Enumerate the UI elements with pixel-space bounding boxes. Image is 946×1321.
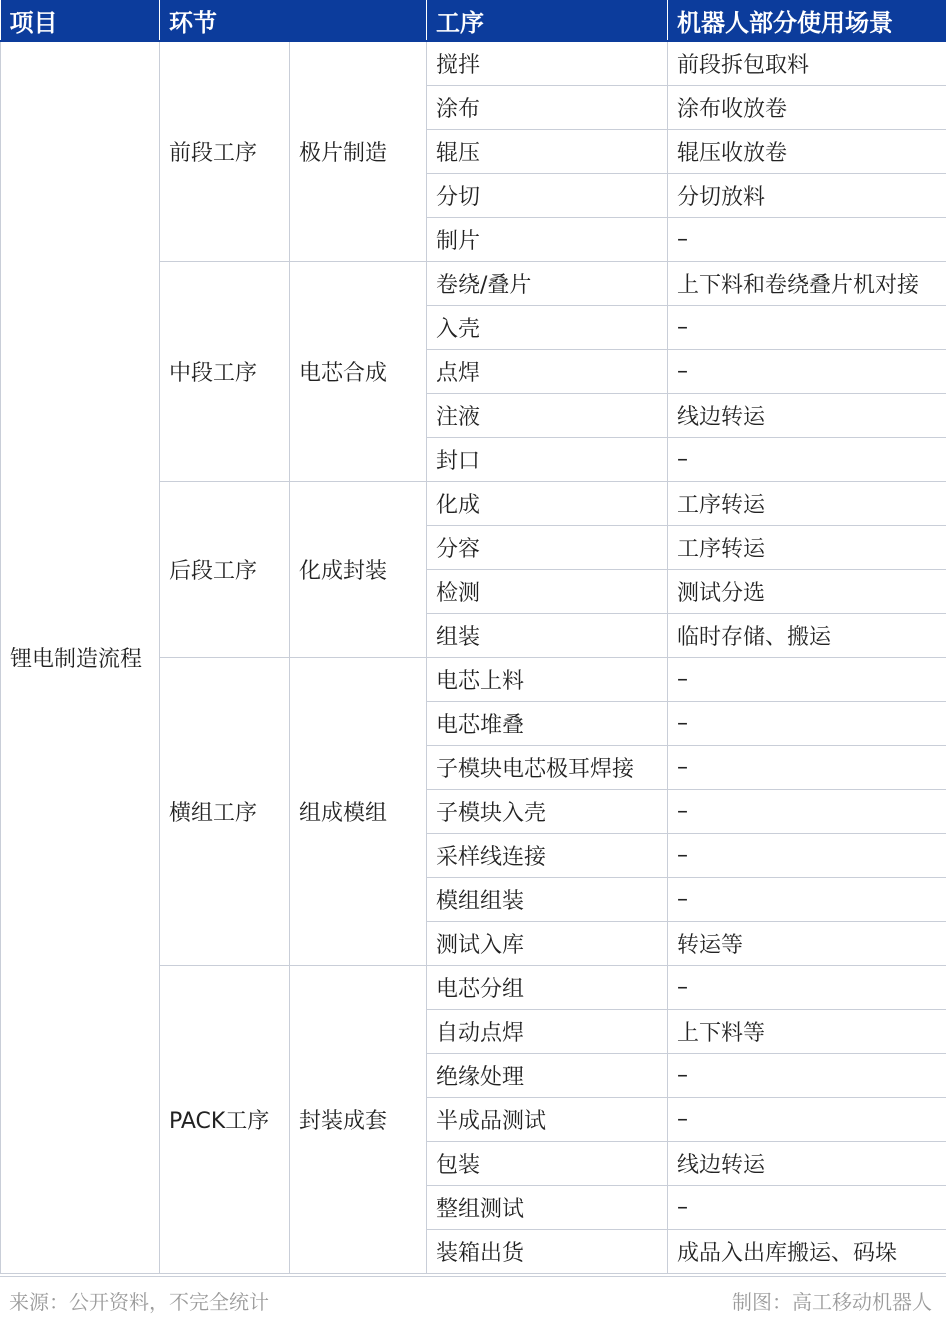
substage-cell: 组成模组	[290, 657, 427, 965]
process-cell: 搅拌	[427, 41, 668, 85]
stage-cell: 中段工序	[160, 261, 290, 481]
process-cell: 电芯分组	[427, 965, 668, 1009]
process-cell: 卷绕/叠片	[427, 261, 668, 305]
usage-cell: –	[668, 965, 946, 1009]
process-cell: 分切	[427, 173, 668, 217]
project-cell: 锂电制造流程	[1, 41, 160, 1273]
usage-cell: 临时存储、搬运	[668, 613, 946, 657]
usage-cell: 工序转运	[668, 481, 946, 525]
header-usage: 机器人部分使用场景	[668, 0, 946, 41]
usage-cell: –	[668, 877, 946, 921]
footer	[0, 1276, 946, 1321]
usage-cell: 线边转运	[668, 1141, 946, 1185]
process-cell: 辊压	[427, 129, 668, 173]
usage-cell: 转运等	[668, 921, 946, 965]
table-body	[1, 41, 946, 1273]
header-project: 项目	[1, 0, 160, 41]
substage-cell: 极片制造	[290, 41, 427, 261]
process-cell: 分容	[427, 525, 668, 569]
usage-cell: –	[668, 437, 946, 481]
usage-cell: –	[668, 657, 946, 701]
usage-cell: 上下料和卷绕叠片机对接	[668, 261, 946, 305]
usage-cell: 上下料等	[668, 1009, 946, 1053]
substage-cell: 电芯合成	[290, 261, 427, 481]
stage-cell: 前段工序	[160, 41, 290, 261]
usage-cell: 涂布收放卷	[668, 85, 946, 129]
process-cell: 电芯上料	[427, 657, 668, 701]
usage-cell: 前段拆包取料	[668, 41, 946, 85]
stage-cell: 后段工序	[160, 481, 290, 657]
usage-cell: –	[668, 349, 946, 393]
usage-cell: 辊压收放卷	[668, 129, 946, 173]
usage-cell: –	[668, 1185, 946, 1229]
usage-cell: –	[668, 701, 946, 745]
process-cell: 自动点焊	[427, 1009, 668, 1053]
process-cell: 子模块入壳	[427, 789, 668, 833]
process-cell: 半成品测试	[427, 1097, 668, 1141]
header-stage: 环节	[160, 0, 427, 41]
stage-cell: 横组工序	[160, 657, 290, 965]
stage-cell: PACK工序	[160, 965, 290, 1273]
process-cell: 涂布	[427, 85, 668, 129]
usage-cell: –	[668, 1097, 946, 1141]
usage-cell: –	[668, 789, 946, 833]
usage-cell: –	[668, 217, 946, 261]
usage-cell: 分切放料	[668, 173, 946, 217]
process-cell: 入壳	[427, 305, 668, 349]
usage-cell: –	[668, 305, 946, 349]
table-row	[1, 41, 946, 85]
process-cell: 点焊	[427, 349, 668, 393]
usage-cell: –	[668, 745, 946, 789]
process-cell: 制片	[427, 217, 668, 261]
substage-cell: 封装成套	[290, 965, 427, 1273]
usage-cell: 成品入出库搬运、码垛	[668, 1229, 946, 1273]
table-header-row	[1, 0, 946, 41]
process-cell: 封口	[427, 437, 668, 481]
process-cell: 装箱出货	[427, 1229, 668, 1273]
usage-cell: 线边转运	[668, 393, 946, 437]
process-cell: 包装	[427, 1141, 668, 1185]
usage-cell: 工序转运	[668, 525, 946, 569]
usage-cell: 测试分选	[668, 569, 946, 613]
process-cell: 模组组装	[427, 877, 668, 921]
process-cell: 绝缘处理	[427, 1053, 668, 1097]
process-cell: 电芯堆叠	[427, 701, 668, 745]
process-cell: 注液	[427, 393, 668, 437]
substage-cell: 化成封装	[290, 481, 427, 657]
source-note: 来源：公开资料，不完全统计	[9, 1286, 269, 1315]
process-cell: 组装	[427, 613, 668, 657]
process-cell: 化成	[427, 481, 668, 525]
usage-cell: –	[668, 1053, 946, 1097]
usage-cell: –	[668, 833, 946, 877]
process-cell: 子模块电芯极耳焊接	[427, 745, 668, 789]
process-cell: 整组测试	[427, 1185, 668, 1229]
chart-credit: 制图：高工移动机器人	[732, 1286, 932, 1315]
process-cell: 测试入库	[427, 921, 668, 965]
process-cell: 采样线连接	[427, 833, 668, 877]
process-cell: 检测	[427, 569, 668, 613]
header-process: 工序	[427, 0, 668, 41]
